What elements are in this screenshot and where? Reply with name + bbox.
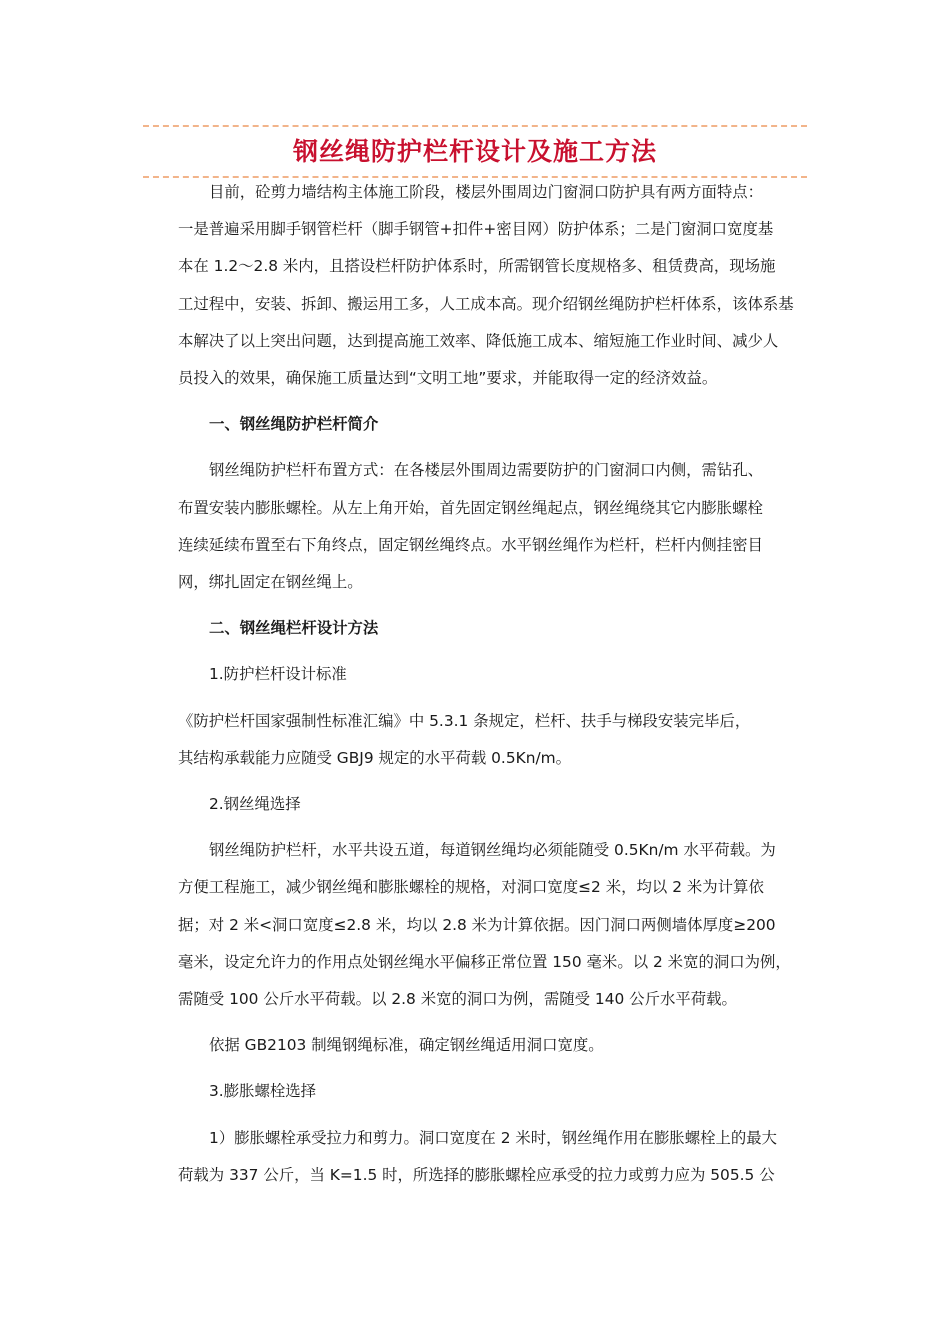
sub3-paragraph	[178, 1120, 818, 1194]
section1-paragraph	[178, 452, 818, 601]
sub1-paragraph	[178, 703, 818, 777]
subsection-heading-3: 3.膨胀螺栓选择	[209, 1082, 317, 1101]
section1-line: 布置安装内膨胀螺栓。从左上角开始，首先固定钢丝绳起点，钢丝绳绕其它内膨胀螺栓	[178, 498, 763, 517]
sub2-paragraph	[178, 832, 818, 1018]
document-body	[178, 174, 818, 1194]
sub1-line: 其结构承载能力应随受 GBJ9 规定的水平荷载 0.5Kn/m。	[178, 748, 572, 767]
section1-line: 钢丝绳防护栏杆布置方式：在各楼层外围周边需要防护的门窗洞口内侧，需钻孔、	[209, 461, 764, 480]
section-heading-2: 二、钢丝绳栏杆设计方法	[209, 619, 379, 638]
intro-line: 本解决了以上突出问题，达到提高施工效率、降低施工成本、缩短施工作业时间、减少人	[178, 331, 779, 350]
sub2-line: 据；对 2 米<洞口宽度≤2.8 米，均以 2.8 米为计算依据。因门洞口两侧墙体厚度≥200	[178, 915, 776, 934]
intro-paragraph	[178, 174, 818, 397]
section1-line: 网，绑扎固定在钢丝绳上。	[178, 573, 363, 592]
intro-line: 员投入的效果，确保施工质量达到“文明工地”要求，并能取得一定的经济效益。	[178, 369, 718, 388]
intro-line: 本在 1.2～2.8 米内，且搭设栏杆防护体系时，所需钢管长度规格多、租赁费高，现场施	[178, 257, 776, 276]
sub3-line: 1）膨胀螺栓承受拉力和剪力。洞口宽度在 2 米时，钢丝绳作用在膨胀螺栓上的最大	[209, 1128, 778, 1147]
intro-line: 工过程中，安装、拆卸、搬运用工多，人工成本高。现介绍钢丝绳防护栏杆体系，该体系基	[178, 294, 794, 313]
subsection-heading-2: 2.钢丝绳选择	[209, 795, 301, 814]
subsection-heading-1: 1.防护栏杆设计标准	[209, 665, 347, 684]
intro-line: 目前，砼剪力墙结构主体施工阶段，楼层外围周边门窗洞口防护具有两方面特点：	[209, 183, 764, 201]
section1-line: 连续延续布置至右下角终点，固定钢丝绳终点。水平钢丝绳作为栏杆，栏杆内侧挂密目	[178, 535, 763, 554]
sub2-line: 毫米，设定允许力的作用点处钢丝绳水平偏移正常位置 150 毫米。以 2 米宽的洞口为例，	[178, 952, 791, 971]
sub3-line: 荷载为 337 公斤，当 K=1.5 时，所选择的膨胀螺栓应承受的拉力或剪力应为 505.5 公	[178, 1165, 775, 1184]
sub2-note: 依据 GB2103 制绳钢绳标准，确定钢丝绳适用洞口宽度。	[209, 1036, 604, 1055]
intro-line: 一是普遍采用脚手钢管栏杆（脚手钢管+扣件+密目网）防护体系；二是门窗洞口宽度基	[178, 220, 774, 239]
sub2-line: 方便工程施工，减少钢丝绳和膨胀螺栓的规格，对洞口宽度≤2 米，均以 2 米为计算依	[178, 878, 764, 897]
sub2-line: 需随受 100 公斤水平荷载。以 2.8 米宽的洞口为例，需随受 140 公斤水平荷载。	[178, 990, 737, 1009]
sub1-line: 《防护栏杆国家强制性标准汇编》中 5.3.1 条规定，栏杆、扶手与梯段安装完毕后，	[178, 711, 751, 730]
sub2-line: 钢丝绳防护栏杆，水平共设五道，每道钢丝绳均必须能随受 0.5Kn/m 水平荷载。为	[209, 841, 776, 860]
title-top-divider	[143, 125, 807, 127]
document-title: 钢丝绳防护栏杆设计及施工方法	[292, 137, 657, 166]
section-heading-1: 一、钢丝绳防护栏杆简介	[209, 415, 379, 434]
